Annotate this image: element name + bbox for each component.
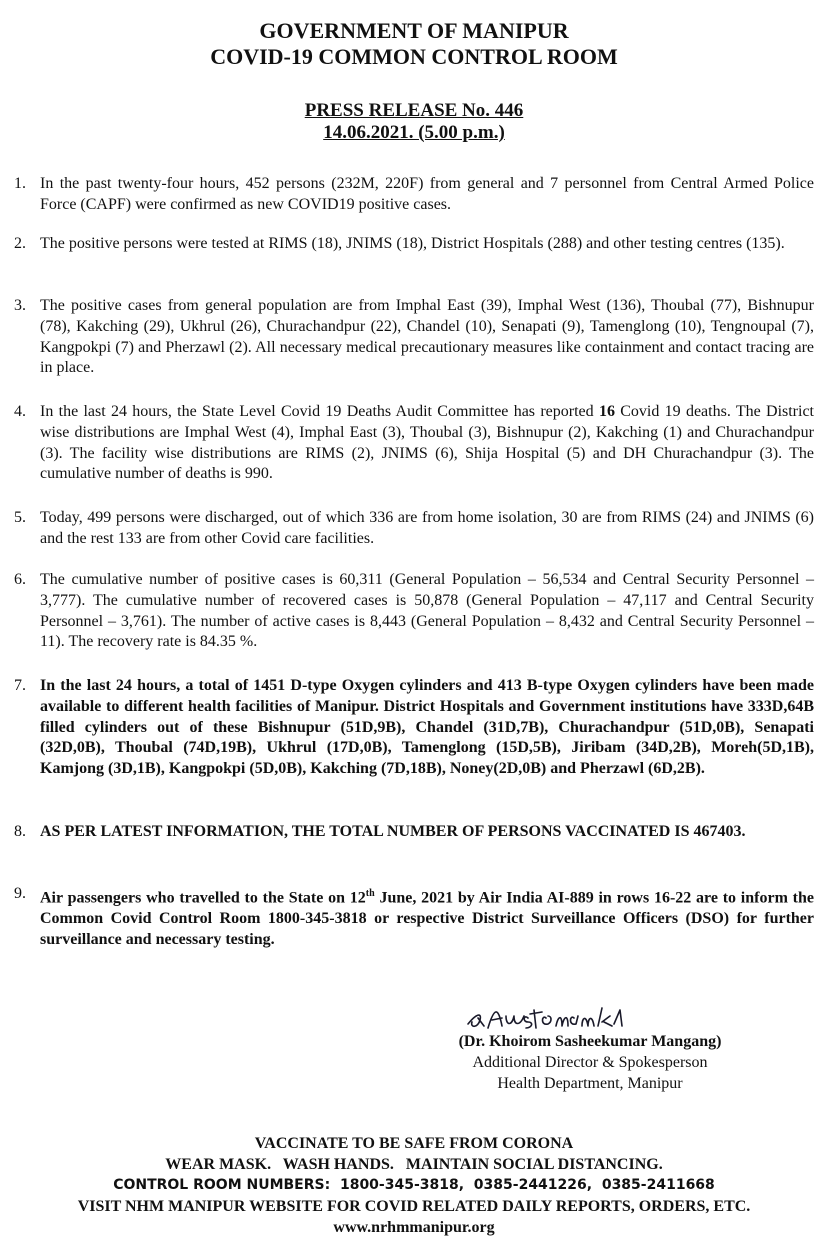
item-text: Today, 499 persons were discharged, out of which 336 are from home isolation, 30 are from RIMS (24) and JNIMS (6) and the rest 133 are from other Covid care facilities. [40,509,814,547]
item-text: In the past twenty-four hours, 452 persons (232M, 220F) from general and 7 personnel from Central Armed Police Force (CAPF) were confirmed as new COVID19 positive cases. [40,175,814,213]
footer-website-note: VISIT NHM MANIPUR WEBSITE FOR COVID RELATED DAILY REPORTS, ORDERS, ETC. [77,1198,751,1215]
item-number: 3. [14,297,26,314]
item-number: 8. [14,823,26,840]
item-number: 5. [14,509,26,526]
signatory-department: Health Department, Manipur [497,1075,683,1092]
handwritten-signature [462,1000,662,1034]
item-text: In the last 24 hours, a total of 1451 D-type Oxygen cylinders and 413 B-type Oxygen cylinders have been made available to different health facilities of Manipur. District Hospitals and Government institutions have 333D,64B filled cylinders out of these Bishnupur (51D,9B), Chandel (31D,7B), Churachandpur (51D,0B), Senapati (32D,0B), Thoubal (74D,19B), Ukhrul (17D,0B), Tamenglong (15D,5B), Jiribam (34D,2B), Moreh(5D,1B), Kamjong (3D,1B), Kangpokpi (5D,0B), Kakching (7D,18B), Noney(2D,0B) and Pherzawl (6D,2B). [40,677,814,778]
item-text: The cumulative number of positive cases is 60,311 (General Population – 56,534 and Central Security Personnel – 3,777). The cumulative number of recovered cases is 50,878 (General Population – 47,117 and Central Security Personnel – 3,761). The number of active cases is 8,443 (General Population – 8,432 and Central Security Personnel – 11). The recovery rate is 84.35 %. [40,571,814,651]
item-text-part: In the last 24 hours, the State Level Covid 19 Deaths Audit Committee has reported [40,403,599,420]
item-text: The positive persons were tested at RIMS (18), JNIMS (18), District Hospitals (288) and other testing centres (135). [40,235,785,252]
item-text-part: Covid 19 deaths. The District wise distributions are Imphal West (4), Imphal East (3), Thoubal (3), Bishnupur (2), Kakching (1) and Churachandpur (3). The facility wise distributions are RIMS (2), JNIMS (6), Shija Hospital (5) and DH Churachandpur (3). The cumulative number of deaths is 990. [40,403,815,483]
item-text [40,884,814,951]
press-release-date: 14.06.2021. (5.00 p.m.) [323,122,505,143]
footer-precautions: WEAR MASK. WASH HANDS. MAINTAIN SOCIAL DISTANCING. [165,1156,663,1173]
header-control-room: COVID-19 COMMON CONTROL ROOM [210,44,618,69]
item-number: 9. [14,885,26,902]
item-number: 7. [14,677,26,694]
item-number: 4. [14,403,26,420]
item-text: AS PER LATEST INFORMATION, THE TOTAL NUMBER OF PERSONS VACCINATED IS 467403. [40,823,746,840]
item-number: 1. [14,175,26,192]
item-text: The positive cases from general population are from Imphal East (39), Imphal West (136), Thoubal (77), Bishnupur (78), Kakching (29), Ukhrul (26), Churachandpur (22), Chandel (10), Senapati (9), Tamenglong (10), Tengnoupal (7), Kangpokpi (7) and Pherzawl (2). All necessary medical precautionary measures like containment and contact tracing are in place. [40,297,814,377]
press-release-number: PRESS RELEASE No. 446 [304,100,524,121]
item-number: 6. [14,571,26,588]
footer-vaccinate: VACCINATE TO BE SAFE FROM CORONA [254,1135,574,1152]
deaths-count: 16 [598,403,615,420]
item-text-part: June, 2021 by Air India AI-889 in rows 16-22 are to inform the Common Covid Control Room 1800-345-3818 or respective District Surveillance Officers (DSO) for further surveillance and necessary testing. [40,889,814,948]
item-text-part: Air passengers who travelled to the State on 12 [40,889,366,907]
item-text [40,402,814,485]
footer-website-link[interactable]: www.nrhmmanipur.org [333,1219,495,1236]
item-number: 2. [14,235,26,252]
footer-control-room-numbers: CONTROL ROOM NUMBERS: 1800-345-3818, 0385-2441226, 0385-2411668 [113,1177,715,1193]
signatory-title: Additional Director & Spokesperson [472,1054,708,1071]
signatory-name: (Dr. Khoirom Sasheekumar Mangang) [458,1033,722,1050]
ordinal-suffix: th [365,888,375,899]
header-government: GOVERNMENT OF MANIPUR [259,18,569,43]
